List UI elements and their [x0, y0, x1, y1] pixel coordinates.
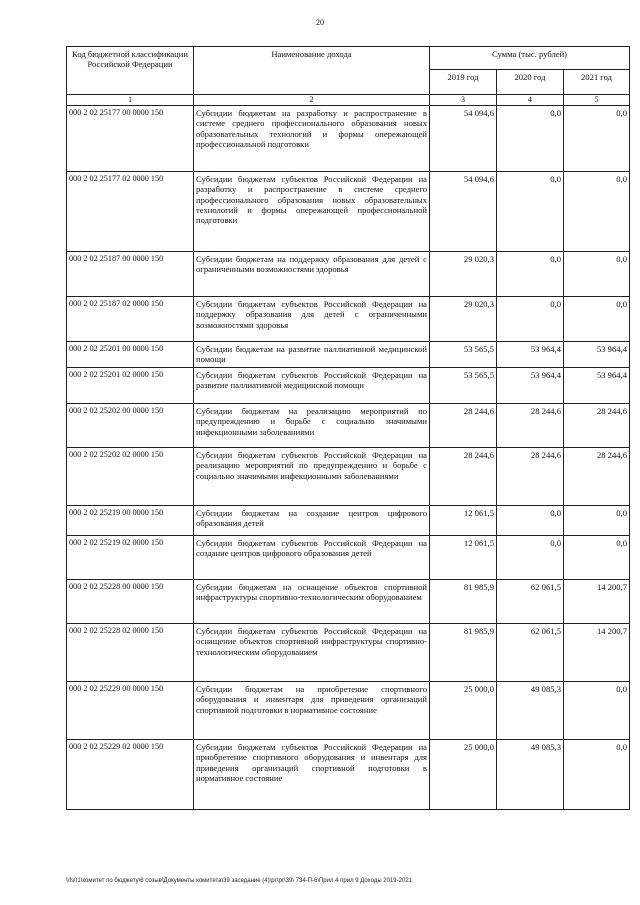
header-year-2019: 2019 год	[430, 70, 497, 95]
row-name: Субсидии бюджетам субъектов Российской Федерации на поддержку образования для детей с ограниченными возможностями здоровья	[194, 297, 430, 342]
row-value-2019: 81 985,9	[430, 624, 497, 682]
row-value-2020: 0,0	[497, 252, 564, 297]
column-number: 3	[430, 95, 497, 106]
row-value-2021: 0,0	[564, 536, 630, 580]
row-value-2020: 62 061,5	[497, 624, 564, 682]
row-value-2020: 0,0	[497, 172, 564, 252]
table-row	[67, 252, 630, 297]
page-number: 20	[316, 18, 324, 27]
row-code: 000 2 02 25201 00 0000 150	[67, 342, 194, 368]
row-value-2021: 0,0	[564, 172, 630, 252]
row-value-2021: 53 964,4	[564, 342, 630, 368]
table-row	[67, 740, 630, 810]
row-value-2019: 54 094,6	[430, 172, 497, 252]
row-value-2019: 12 061,5	[430, 536, 497, 580]
header-name: Наименование дохода	[194, 47, 430, 95]
row-value-2021: 0,0	[564, 252, 630, 297]
row-value-2020: 0,0	[497, 506, 564, 536]
row-code: 000 2 02 25228 02 0000 150	[67, 624, 194, 682]
row-value-2019: 81 985,9	[430, 580, 497, 624]
row-value-2021: 28 244,6	[564, 404, 630, 448]
header-year-2021: 2021 год	[564, 70, 630, 95]
row-value-2020: 53 964,4	[497, 342, 564, 368]
row-code: 000 2 02 25229 02 0000 150	[67, 740, 194, 810]
row-value-2020: 0,0	[497, 297, 564, 342]
row-value-2020: 0,0	[497, 106, 564, 172]
table-row	[67, 172, 630, 252]
row-value-2021: 14 200,7	[564, 580, 630, 624]
row-value-2020: 62 061,5	[497, 580, 564, 624]
row-value-2021: 0,0	[564, 740, 630, 810]
row-name: Субсидии бюджетам на поддержку образования для детей с ограниченными возможностями здоровья	[194, 252, 430, 297]
row-name: Субсидии бюджетам на разработку и распространение в системе среднего профессионального образования новых образовательных технологий и формы опережающей профессиональной подготовки	[194, 106, 430, 172]
header-year-2020: 2020 год	[497, 70, 564, 95]
table-row	[67, 506, 630, 536]
row-value-2020: 28 244,6	[497, 448, 564, 506]
row-code: 000 2 02 25187 00 0000 150	[67, 252, 194, 297]
row-value-2020: 53 964,4	[497, 368, 564, 404]
revenue-table	[66, 46, 630, 810]
column-number: 5	[564, 95, 630, 106]
row-code: 000 2 02 25177 00 0000 150	[67, 106, 194, 172]
row-value-2019: 28 244,6	[430, 404, 497, 448]
row-code: 000 2 02 25202 02 0000 150	[67, 448, 194, 506]
row-value-2021: 53 964,4	[564, 368, 630, 404]
row-value-2020: 0,0	[497, 536, 564, 580]
row-name: Субсидии бюджетам на развитие паллиативной медицинской помощи	[194, 342, 430, 368]
row-code: 000 2 02 25187 02 0000 150	[67, 297, 194, 342]
row-name: Субсидии бюджетам на создание центров цифрового образования детей	[194, 506, 430, 536]
row-code: 000 2 02 25201 02 0000 150	[67, 368, 194, 404]
row-value-2019: 53 565,5	[430, 342, 497, 368]
row-name: Субсидии бюджетам субъектов Российской Федерации на приобретение спортивного оборудования и инвентаря для приведения организаций спортивной подготовки в нормативное состояние	[194, 740, 430, 810]
row-name: Субсидии бюджетам субъектов Российской Федерации на разработку и распространение в системе среднего профессионального образования новых образовательных технологий и формы опережающей профессиональной подготовки	[194, 172, 430, 252]
row-value-2021: 0,0	[564, 106, 630, 172]
table-row	[67, 368, 630, 404]
table-row	[67, 297, 630, 342]
row-value-2020: 28 244,6	[497, 404, 564, 448]
row-value-2020: 49 085,3	[497, 682, 564, 740]
row-value-2020: 49 085,3	[497, 740, 564, 810]
row-name: Субсидии бюджетам на оснащение объектов спортивной инфраструктуры спортивно-технологическим оборудованием	[194, 580, 430, 624]
table-row	[67, 682, 630, 740]
column-number: 4	[497, 95, 564, 106]
footer-file-path: \\fs01\комитет по бюджету\6 созыв\Документы комитета\39 заседание (4)\рг\рг\39\ 734-П-6\Прил 4 прил 9 Доходы 2019-2021	[66, 878, 412, 884]
row-code: 000 2 02 25219 00 0000 150	[67, 506, 194, 536]
column-number: 1	[67, 95, 194, 106]
header-code: Код бюджетной классификации Российской Федерации	[67, 47, 194, 95]
table-row	[67, 624, 630, 682]
row-value-2019: 54 094,6	[430, 106, 497, 172]
row-value-2019: 29 020,3	[430, 252, 497, 297]
row-code: 000 2 02 25228 00 0000 150	[67, 580, 194, 624]
row-value-2019: 53 565,5	[430, 368, 497, 404]
row-value-2021: 28 244,6	[564, 448, 630, 506]
row-value-2019: 29 020,3	[430, 297, 497, 342]
row-value-2021: 0,0	[564, 297, 630, 342]
column-number: 2	[194, 95, 430, 106]
table-row	[67, 448, 630, 506]
row-code: 000 2 02 25202 00 0000 150	[67, 404, 194, 448]
table-row	[67, 106, 630, 172]
table-row	[67, 536, 630, 580]
row-value-2021: 14 200,7	[564, 624, 630, 682]
row-code: 000 2 02 25229 00 0000 150	[67, 682, 194, 740]
row-value-2021: 0,0	[564, 506, 630, 536]
row-code: 000 2 02 25177 02 0000 150	[67, 172, 194, 252]
row-name: Субсидии бюджетам субъектов Российской Федерации на реализацию мероприятий по предупреждению и борьбе с социально значимыми инфекционными заболеваниями	[194, 448, 430, 506]
table-row	[67, 580, 630, 624]
row-value-2019: 28 244,6	[430, 448, 497, 506]
row-name: Субсидии бюджетам субъектов Российской Федерации на развитие паллиативной медицинской помощи	[194, 368, 430, 404]
header-sum: Сумма (тыс. рублей)	[430, 47, 630, 70]
table-row	[67, 342, 630, 368]
row-name: Субсидии бюджетам на реализацию мероприятий по предупреждению и борьбе с социально значимыми инфекционными заболеваниями	[194, 404, 430, 448]
row-code: 000 2 02 25219 02 0000 150	[67, 536, 194, 580]
row-name: Субсидии бюджетам субъектов Российской Федерации на создание центров цифрового образования детей	[194, 536, 430, 580]
row-name: Субсидии бюджетам субъектов Российской Федерации на оснащение объектов спортивной инфраструктуры спортивно-технологическим оборудованием	[194, 624, 430, 682]
row-value-2019: 25 000,0	[430, 740, 497, 810]
row-value-2021: 0,0	[564, 682, 630, 740]
row-value-2019: 25 000,0	[430, 682, 497, 740]
table-row	[67, 404, 630, 448]
row-name: Субсидии бюджетам на приобретение спортивного оборудования и инвентаря для приведения организаций спортивной подготовки в нормативное состояние	[194, 682, 430, 740]
row-value-2019: 12 061,5	[430, 506, 497, 536]
